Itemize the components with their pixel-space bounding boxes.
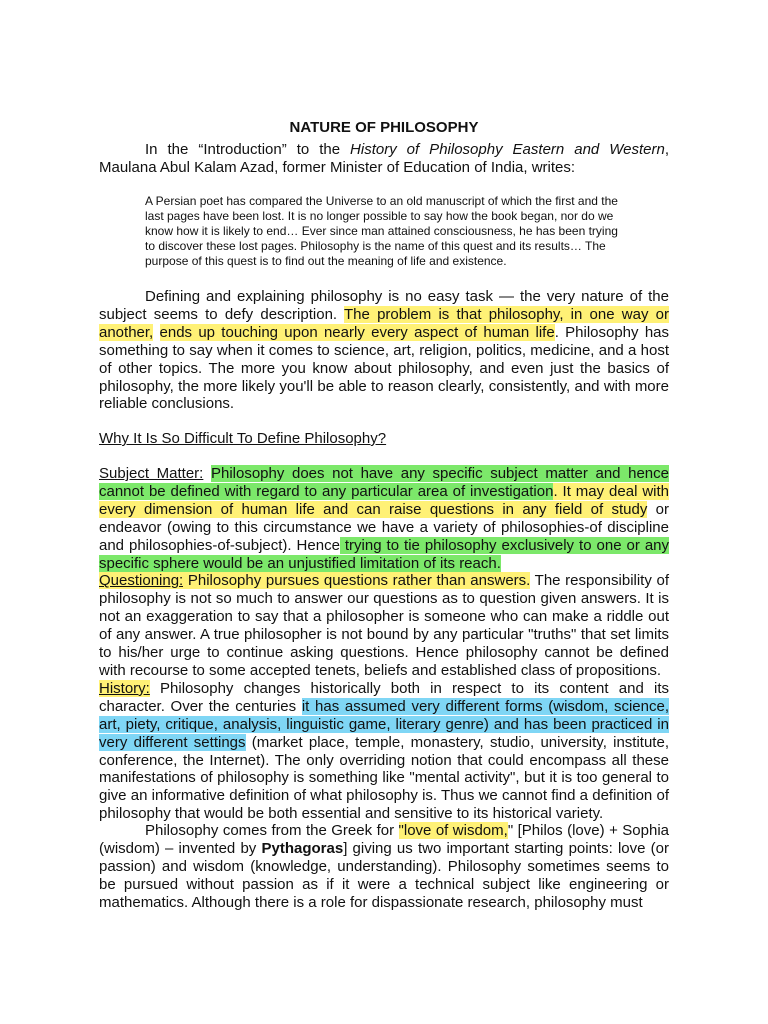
definition-text: Defining and explaining philosophy is no easy task — the very nature of the subject seems to defy description. — [99, 288, 669, 323]
intro-text-post: , Maulana Abul Kalam Azad, former Minister of Education of India, writes: — [99, 141, 669, 176]
block-quote: A Persian poet has compared the Universe to an old manuscript of which the first and the last pages have been lost. It is no longer possible to say how the book began, nor do we know how it is likely to end… Ever since man attained consciousness, he has been trying to discover these lost pages. Philosophy is the name of this quest and its results… The purpose of this quest is to find out the meaning of life and existence. — [145, 194, 618, 268]
highlight-love-of-wisdom: "love of wisdom, — [398, 822, 508, 839]
pythagoras-name: Pythagoras — [261, 839, 344, 857]
page-title: NATURE OF PHILOSOPHY — [289, 119, 479, 136]
history-text: Philosophy changes historically both in respect to its content and its character. Over the centuries — [99, 679, 669, 715]
questioning-label: Questioning: — [99, 572, 184, 590]
etymology-text: Philosophy comes from the Greek for — [145, 822, 399, 839]
history-label: History: — [99, 679, 150, 697]
highlight-problem: The problem is that philosophy, in one way or another, — [99, 305, 670, 341]
etymology-text-rest: ] giving us two important starting points: love (or passion) and wisdom (knowledge, understanding). Philosophy sometimes seems to be pursued without passion as if it were a technical subject like engineering or mathematics. Although there is a role for dispassionate research, philosophy must — [99, 839, 669, 911]
history-text-rest: (market place, temple, monastery, studio, university, institute, conference, the Internet). The only overriding notion that could encompass all these manifestations of philosophy is something like "mental activity", but it is too general to give an informative definition of what philosophy is. Thus we cannot find a definition of philosophy that would be both essential and sensitive to its historical variety. — [99, 733, 669, 823]
intro-paragraph — [99, 141, 669, 177]
book-title: History of Philosophy Eastern and Western — [350, 141, 665, 158]
highlight-every-dimension: . It may deal with every dimension of human life and can raise questions in any field of study — [99, 482, 669, 518]
etymology-paragraph — [99, 822, 669, 912]
highlight-tie-philosophy: trying to tie philosophy exclusively to one or any specific sphere would be an unjustified limitation of its reach. — [99, 536, 669, 572]
highlight-no-subject: Philosophy does not have any specific subject matter and hence cannot be defined with regard to any particular area of investigation — [99, 465, 669, 500]
intro-text-pre: In the “Introduction” to the — [145, 141, 351, 158]
questioning-text: The responsibility of philosophy is not so much to answer our questions as to question given answers. It is not an exaggeration to say that a philosopher is someone who can make a riddle out of any answer. A true philosopher is not bound by any particular "truths" that set limits to his/her urge to continue asking questions. Hence philosophy cannot be defined with recourse to some accepted tenets, beliefs and established class of propositions. — [99, 572, 669, 679]
section-heading: Why It Is So Difficult To Define Philosophy? — [99, 430, 387, 447]
difficulty-paragraph — [99, 465, 669, 823]
highlight-every-aspect: ends up touching upon nearly every aspect of human life — [159, 323, 555, 341]
highlight-questions: Philosophy pursues questions rather than answers. — [183, 572, 531, 590]
etymology-text-mid: " [Philos (love) + Sophia (wisdom) – invented by — [99, 822, 669, 857]
subject-text: or endeavor (owing to this circumstance we have a variety of philosophies-of discipline and philosophies-of-subject). Hence — [99, 500, 669, 554]
definition-paragraph — [99, 288, 669, 413]
subject-matter-label: Subject Matter: — [99, 465, 204, 482]
highlight-different-forms: it has assumed very different forms (wisdom, science, art, piety, critique, analysis, linguistic game, literary genre) and has been practiced in very different settings — [99, 697, 669, 751]
definition-text-rest: . Philosophy has something to say when it comes to science, art, religion, politics, medicine, and a host of other topics. The more you know about philosophy, and even just the basics of philosophy, the more likely you'll be able to reason clearly, consistently, and with more reliable conclusions. — [99, 323, 669, 413]
